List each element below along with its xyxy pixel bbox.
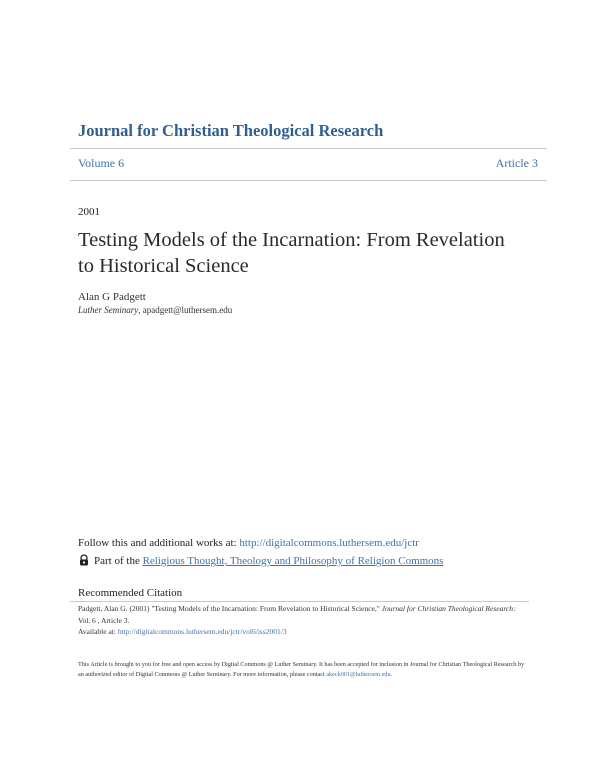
notice-end: . bbox=[390, 671, 393, 678]
follow-line bbox=[78, 537, 419, 549]
affiliation-institution: Luther Seminary bbox=[78, 305, 139, 315]
header-rule-top bbox=[70, 148, 547, 149]
citation-volume: : Vol. 6 , Article 3. bbox=[78, 604, 516, 625]
partof-line bbox=[78, 554, 443, 567]
available-label: Available at: bbox=[78, 627, 118, 636]
header-rule-bottom bbox=[70, 180, 547, 181]
paper-title: Testing Models of the Incarnation: From Revelation to Historical Science bbox=[78, 229, 505, 277]
publication-year: 2001 bbox=[78, 206, 100, 218]
available-link[interactable]: http://digitalcommons.luthersem.edu/jctr/vol6/iss2001/3 bbox=[117, 627, 287, 636]
notice-text: This Article is brought to you for free and open access by Digital Commons @ Luther Seminary. It has been accepted for inclusion in Journal for Christian Theological Research by an authorized editor of Digital Commons @ Luther Seminary. For more information, please contact bbox=[78, 661, 525, 678]
access-notice bbox=[78, 660, 528, 680]
citation-text: Padgett, Alan G. (2001) "Testing Models of the Incarnation: From Revelation to Historical Science," bbox=[78, 604, 382, 613]
citation-rule bbox=[70, 601, 529, 602]
open-access-lock-icon bbox=[78, 554, 90, 566]
follow-link[interactable]: http://digitalcommons.luthersem.edu/jctr bbox=[239, 537, 419, 549]
commons-link[interactable]: Religious Thought, Theology and Philosophy of Religion Commons bbox=[142, 555, 444, 567]
volume-link[interactable]: Volume 6 bbox=[78, 156, 125, 170]
citation-block bbox=[78, 603, 528, 638]
partof-label: Part of the bbox=[94, 555, 143, 567]
affiliation-email: , apadgett@luthersem.edu bbox=[138, 305, 233, 315]
author-affiliation bbox=[78, 305, 232, 315]
citation-journal: Journal for Christian Theological Research bbox=[381, 604, 514, 613]
citation-heading: Recommended Citation bbox=[78, 587, 183, 599]
article-link[interactable]: Article 3 bbox=[495, 156, 538, 170]
available-line bbox=[78, 627, 287, 636]
follow-label: Follow this and additional works at: bbox=[78, 537, 240, 549]
journal-title[interactable]: Journal for Christian Theological Research bbox=[78, 121, 384, 140]
author-name: Alan G Padgett bbox=[78, 291, 146, 303]
contact-email-link[interactable]: akeck001@luthersem.edu bbox=[326, 671, 391, 678]
